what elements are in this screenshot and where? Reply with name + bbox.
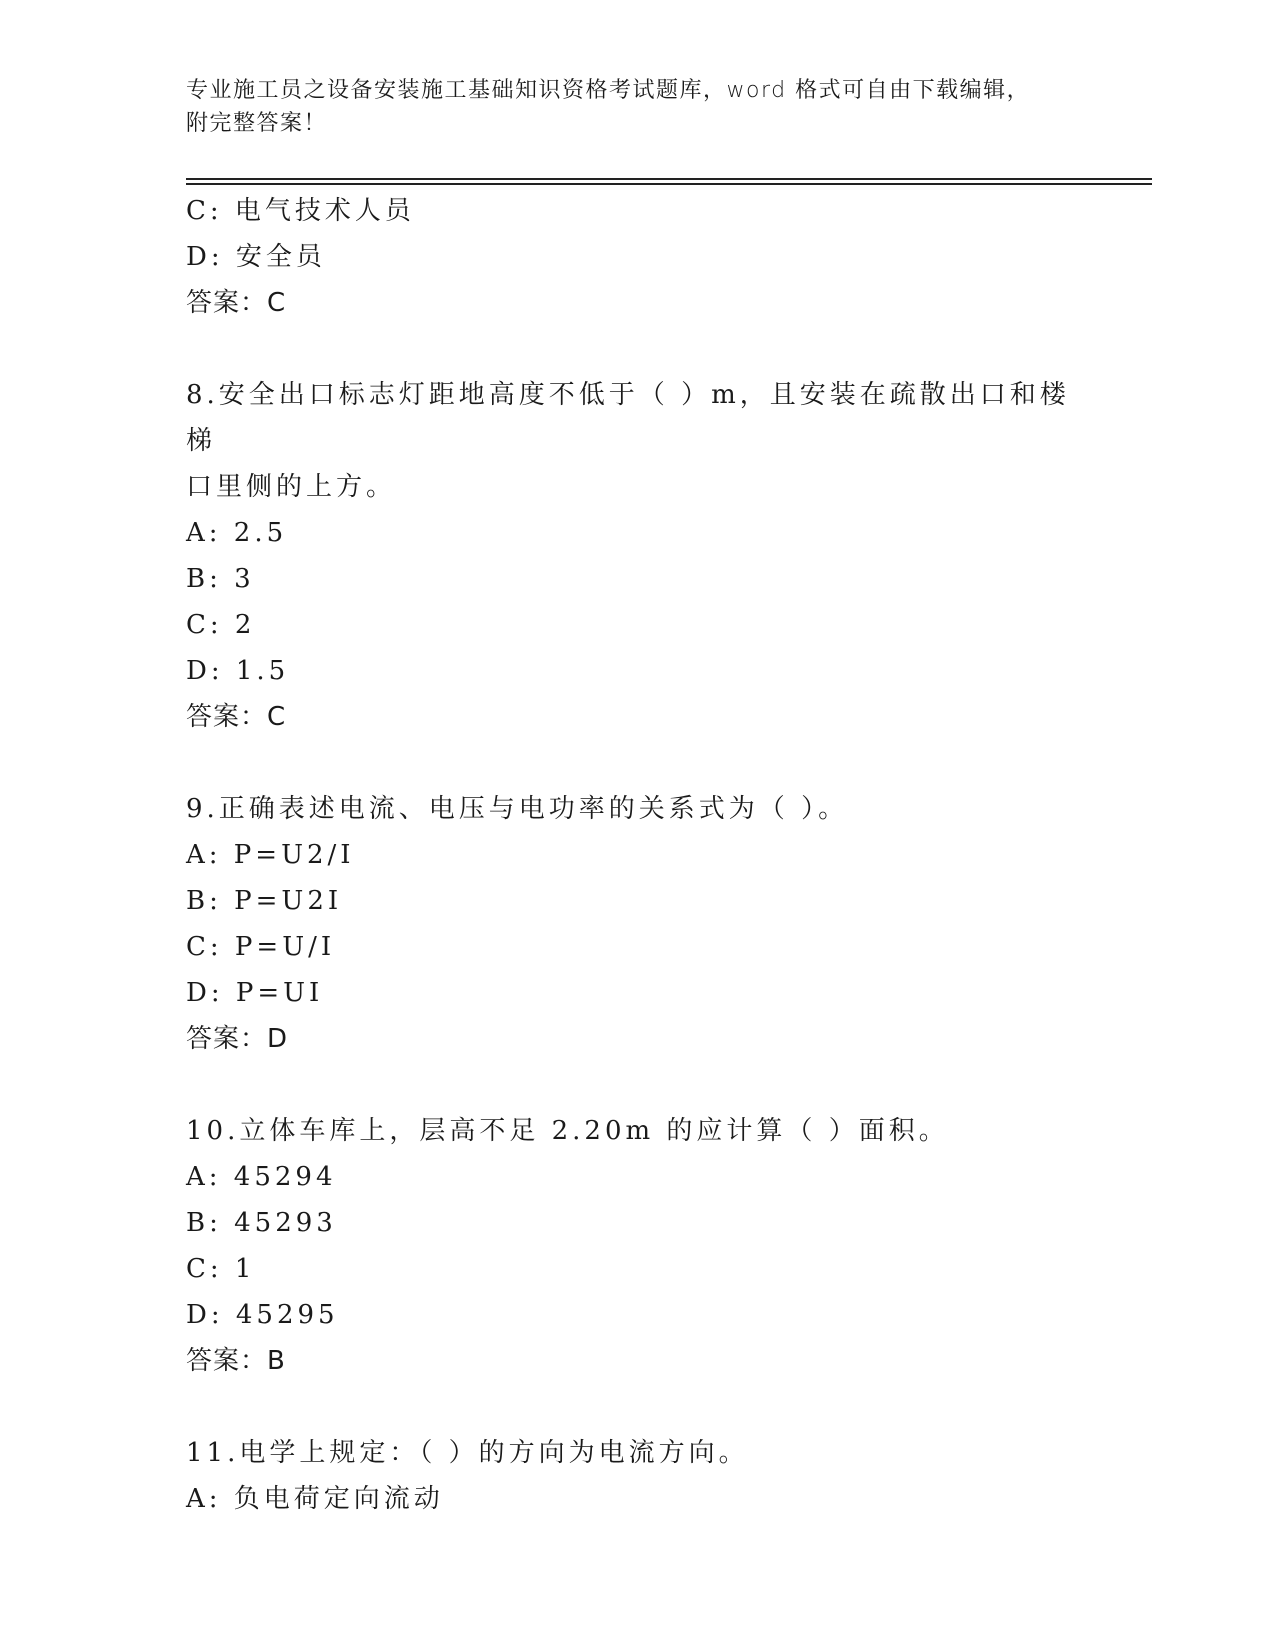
question-title: 10.立体车库上，层高不足 2.20m 的应计算（ ）面积。 bbox=[186, 1116, 949, 1146]
option-b: B: P=U2I bbox=[186, 886, 343, 916]
question-11 bbox=[186, 1430, 1086, 1522]
option-b: B: 3 bbox=[186, 564, 255, 594]
option-c: C: 1 bbox=[186, 1254, 256, 1284]
option-d: D: 1.5 bbox=[186, 656, 290, 686]
question-9 bbox=[186, 786, 1086, 1062]
answer-line: 答案：B bbox=[186, 1346, 286, 1376]
option-c: C: 电气技术人员 bbox=[186, 196, 415, 226]
question-8 bbox=[186, 372, 1086, 740]
option-a: A: 45294 bbox=[186, 1162, 337, 1192]
option-d: D: 45295 bbox=[186, 1300, 339, 1330]
header-line-1: 专业施工员之设备安装施工基础知识资格考试题库，word 格式可自由下载编辑， bbox=[186, 78, 1031, 103]
question-10 bbox=[186, 1108, 1086, 1384]
option-a: A: 负电荷定向流动 bbox=[186, 1484, 444, 1514]
header-line-2: 附完整答案！ bbox=[186, 111, 328, 136]
document-header bbox=[186, 74, 1066, 140]
question-title: 11.电学上规定：（ ）的方向为电流方向。 bbox=[186, 1438, 749, 1468]
question-title-continued: 口里侧的上方。 bbox=[186, 472, 397, 502]
question-title: 9.正确表述电流、电压与电功率的关系式为（ ）。 bbox=[186, 794, 849, 824]
answer-line: 答案：C bbox=[186, 702, 287, 732]
question-title: 8.安全出口标志灯距地高度不低于（ ）m，且安装在疏散出口和楼梯 bbox=[186, 380, 1070, 456]
option-d: D: 安全员 bbox=[186, 242, 326, 272]
header-divider-bottom bbox=[186, 183, 1152, 185]
option-a: A: 2.5 bbox=[186, 518, 288, 548]
option-a: A: P=U2/I bbox=[186, 840, 355, 870]
question-list bbox=[186, 188, 1086, 1522]
answer-line: 答案：C bbox=[186, 288, 287, 318]
header-divider-top bbox=[186, 178, 1152, 180]
question-7-tail bbox=[186, 188, 1086, 326]
option-b: B: 45293 bbox=[186, 1208, 337, 1238]
answer-line: 答案：D bbox=[186, 1024, 289, 1054]
option-d: D: P=UI bbox=[186, 978, 324, 1008]
option-c: C: 2 bbox=[186, 610, 256, 640]
option-c: C: P=U/I bbox=[186, 932, 336, 962]
